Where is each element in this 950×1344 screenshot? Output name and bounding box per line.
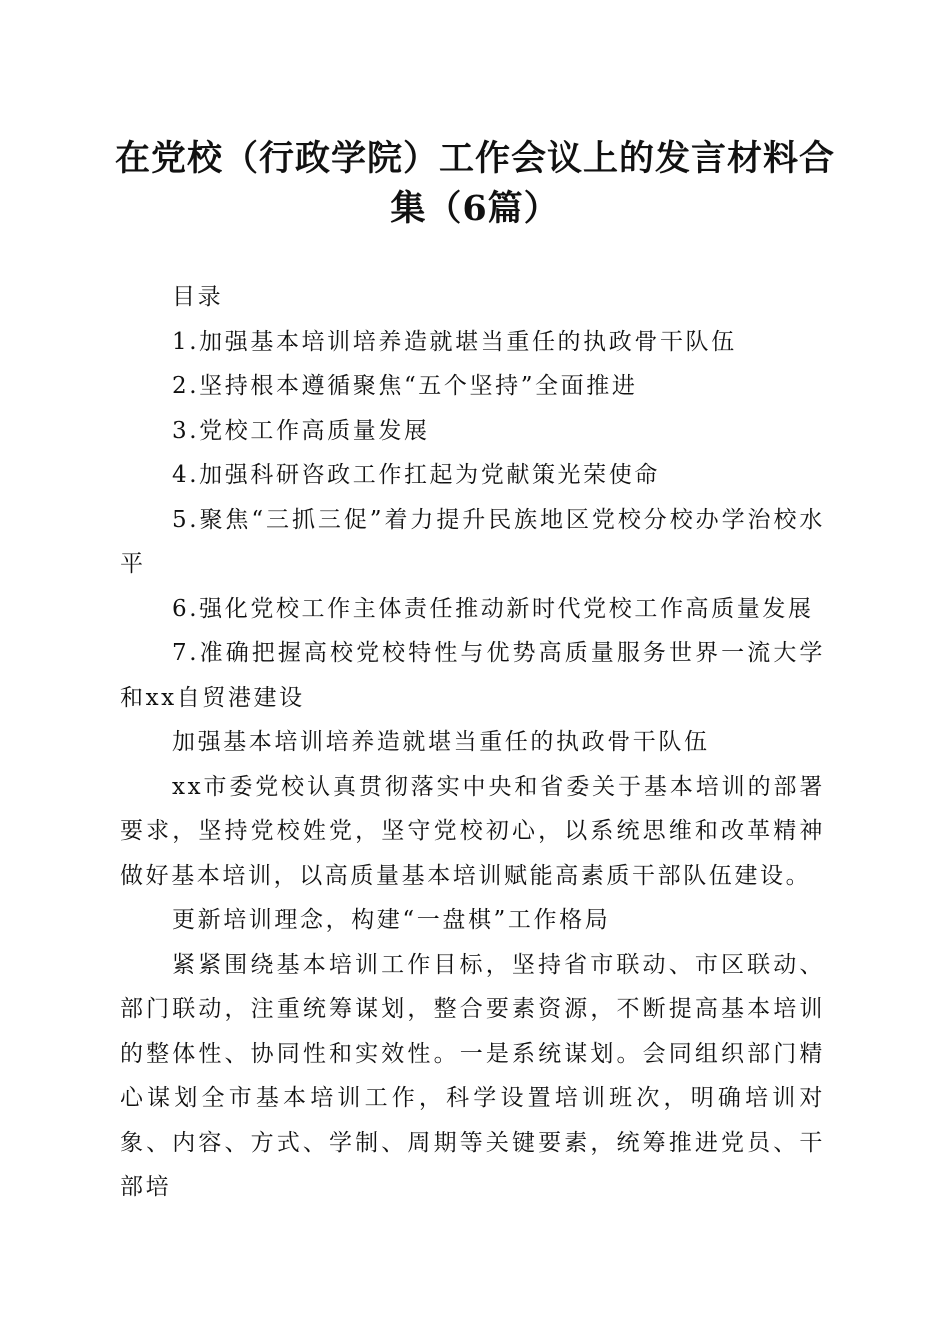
body-paragraph: 紧紧围绕基本培训工作目标，坚持省市联动、市区联动、部门联动，注重统筹谋划，整合要素资源，不断提高基本培训的整体性、协同性和实效性。一是系统谋划。会同组织部门精心谋划全市基本培训工作，科学设置培训班次，明确培训对象、内容、方式、学制、周期等关键要素，统筹推进党员、干部培 xyxy=(120,951,825,1200)
document-body xyxy=(120,275,825,1210)
toc-heading: 目录 xyxy=(172,284,224,310)
toc-item-4: 4.加强科研咨政工作扛起为党献策光荣使命 xyxy=(172,462,660,488)
body-paragraph: xx市委党校认真贯彻落实中央和省委关于基本培训的部署要求，坚持党校姓党，坚守党校初心，以系统思维和改革精神做好基本培训，以高质量基本培训赋能高素质干部队伍建设。 xyxy=(120,773,825,889)
toc-item-7: 7.准确把握高校党校特性与优势高质量服务世界一流大学和xx自贸港建设 xyxy=(120,640,825,711)
title-line-1: 在党校（行政学院）工作会议上的发言材料合 xyxy=(114,138,835,179)
toc-item-1: 1.加强基本培训培养造就堪当重任的执政骨干队伍 xyxy=(172,328,737,355)
subsection-heading: 更新培训理念，构建“一盘棋”工作格局 xyxy=(172,907,611,933)
section-heading: 加强基本培训培养造就堪当重任的执政骨干队伍 xyxy=(172,729,710,755)
title-line-2: 集（6篇） xyxy=(390,188,560,229)
document-title xyxy=(100,134,850,234)
toc-item-6: 6.强化党校工作主体责任推动新时代党校工作高质量发展 xyxy=(172,595,814,622)
toc-item-3: 3.党校工作高质量发展 xyxy=(172,417,430,444)
toc-item-2: 2.坚持根本遵循聚焦“五个坚持”全面推进 xyxy=(172,373,638,399)
toc-item-5: 5.聚焦“三抓三促”着力提升民族地区党校分校办学治校水平 xyxy=(120,506,825,577)
